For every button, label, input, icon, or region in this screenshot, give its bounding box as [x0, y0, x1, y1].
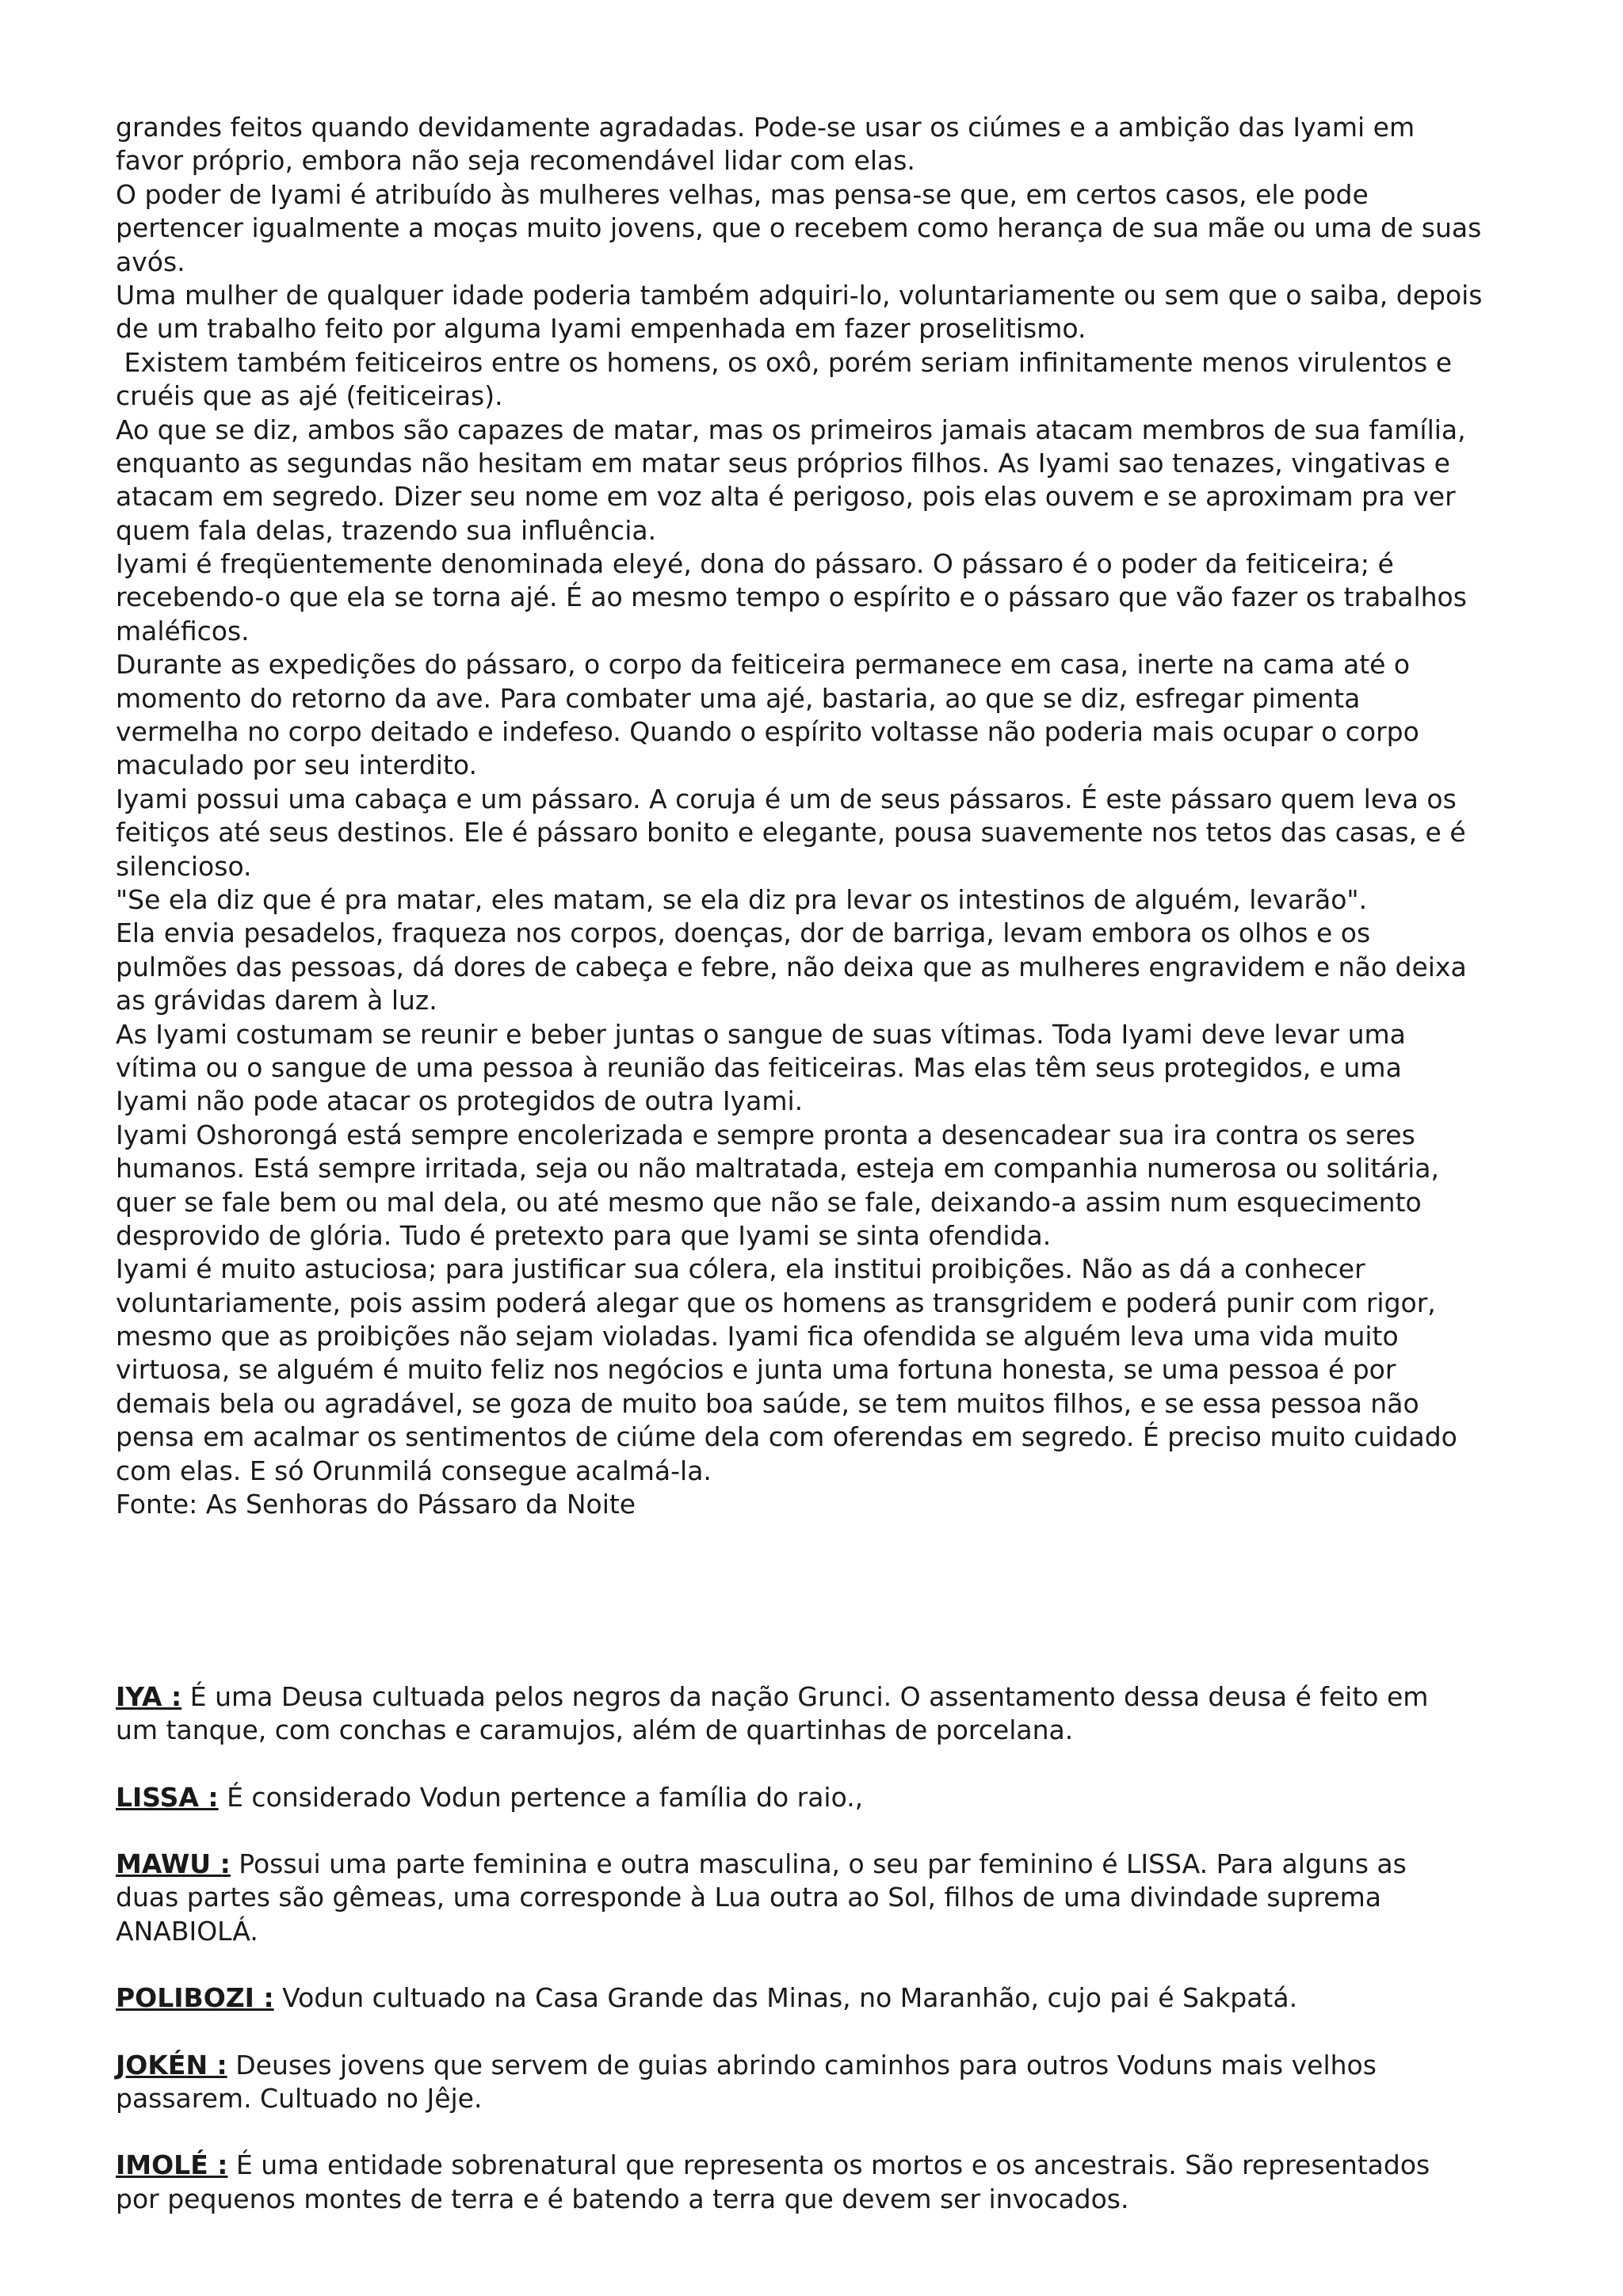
- entry-line: [116, 2149, 1566, 2182]
- text-line: pensa em acalmar os sentimentos de ciúme dela com oferendas em segredo. É preciso muito cuidado: [116, 1421, 1457, 1453]
- glossary-list: [116, 1680, 1566, 2216]
- text-line: Iyami possui uma cabaça e um pássaro. A coruja é um de seus pássaros. É este pássaro quem leva os: [116, 783, 1457, 814]
- text-line: silencioso.: [116, 850, 252, 882]
- text-line: avós.: [116, 246, 185, 277]
- text-line: Existem também feiticeiros entre os homens, os oxô, porém seriam infinitamente menos virulentos e: [116, 346, 1452, 378]
- entry-line: por pequenos montes de terra e é batendo a terra que devem ser invocados.: [116, 2183, 1129, 2214]
- entry-text: É uma entidade sobrenatural que representa os mortos e os ancestrais. São representados: [227, 2149, 1430, 2181]
- entry-line: [116, 2049, 1566, 2082]
- text-line: maculado por seu interdito.: [116, 749, 478, 781]
- entry-term: MAWU :: [116, 1848, 231, 1879]
- text-line: As Iyami costumam se reunir e beber juntas o sangue de suas vítimas. Toda Iyami deve levar uma: [116, 1018, 1406, 1050]
- source-citation: [116, 1521, 1566, 1554]
- text-line: enquanto as segundas não hesitam em matar seus próprios filhos. As Iyami sao tenazes, vingativas e: [116, 447, 1450, 479]
- glossary-entry: [116, 1781, 1566, 1814]
- text-line: Ao que se diz, ambos são capazes de matar, mas os primeiros jamais atacam membros de sua família,: [116, 414, 1466, 445]
- text-line: Durante as expedições do pássaro, o corpo da feiticeira permanece em casa, inerte na cama até o: [116, 649, 1411, 681]
- text-line: humanos. Está sempre irritada, seja ou não maltratada, esteja em companhia numerosa ou solitária,: [116, 1153, 1440, 1184]
- glossary-entry: [116, 2149, 1566, 2216]
- text-line: com elas. E só Orunmilá consegue acalmá-la.: [116, 1455, 712, 1486]
- glossary-entry: [116, 1848, 1566, 1948]
- text-line: favor próprio, embora não seja recomendável lidar com elas.: [116, 145, 915, 177]
- text-line: desprovido de glória. Tudo é pretexto para que Iyami se sinta ofendida.: [116, 1219, 1052, 1251]
- text-line: demais bela ou agradável, se goza de muito boa saúde, se tem muitos filhos, e se essa pessoa não: [116, 1387, 1419, 1419]
- text-line: quem fala delas, trazendo sua influência.: [116, 514, 657, 546]
- text-line: voluntariamente, pois assim poderá alegar que os homens as transgridem e poderá punir com rigor,: [116, 1287, 1436, 1318]
- text-line: grandes feitos quando devidamente agradadas. Pode-se usar os ciúmes e a ambição das Iyami em: [116, 112, 1415, 143]
- text-line: quer se fale bem ou mal dela, ou até mesmo que não se fale, deixando-a assim num esquecimento: [116, 1186, 1422, 1218]
- entry-line: [116, 1680, 1566, 1714]
- text-line: pertencer igualmente a moças muito jovens, que o recebem como herança de sua mãe ou uma de suas: [116, 212, 1482, 244]
- text-line: virtuosa, se alguém é muito feliz nos negócios e junta uma fortuna honesta, se uma pessoa é por: [116, 1354, 1396, 1386]
- text-line: Iyami é muito astuciosa; para justificar sua cólera, ela institui proibições. Não as dá a conhecer: [116, 1253, 1365, 1285]
- entry-term: IYA :: [116, 1680, 182, 1712]
- text-line: "Se ela diz que é pra matar, eles matam, se ela diz pra levar os intestinos de alguém, levarão".: [116, 883, 1368, 915]
- entry-text: É uma Deusa cultuada pelos negros da nação Grunci. O assentamento dessa deusa é feito em: [181, 1680, 1429, 1712]
- entry-line: [116, 1981, 1566, 2015]
- text-line: feitiços até seus destinos. Ele é pássaro bonito e elegante, pousa suavemente nos tetos das casas, e é: [116, 817, 1466, 849]
- entry-text: Possui uma parte feminina e outra masculina, o seu par feminino é LISSA. Para alguns as: [230, 1848, 1407, 1879]
- entry-term: JOKÉN :: [116, 2049, 227, 2081]
- text-line: Fonte: As Senhoras do Pássaro da Noite: [116, 1489, 636, 1520]
- text-line: mesmo que as proibições não sejam violadas. Iyami fica ofendida se alguém leva uma vida muito: [116, 1321, 1399, 1352]
- text-line: pulmões das pessoas, dá dores de cabeça e febre, não deixa que as mulheres engravidem e não deixa: [116, 951, 1467, 982]
- entry-line: [116, 1781, 1566, 1814]
- text-line: Uma mulher de qualquer idade poderia também adquiri-lo, voluntariamente ou sem que o saiba, depois: [116, 279, 1483, 311]
- text-line: vermelha no corpo deitado e indefeso. Quando o espírito voltasse não poderia mais ocupar o corpo: [116, 716, 1419, 748]
- entry-line: [116, 1848, 1566, 1881]
- body-text: [116, 111, 1566, 1555]
- text-line: momento do retorno da ave. Para combater uma ajé, bastaria, ao que se diz, esfregar pimenta: [116, 682, 1361, 714]
- text-line: Iyami é freqüentemente denominada eleyé, dona do pássaro. O pássaro é o poder da feiticeira; é: [116, 548, 1394, 580]
- entry-line: um tanque, com conchas e caramujos, além de quartinhas de porcelana.: [116, 1714, 1074, 1746]
- text-line: vítima ou o sangue de uma pessoa à reunião das feiticeiras. Mas elas têm seus protegidos, e uma: [116, 1051, 1402, 1083]
- glossary-entry: [116, 1680, 1566, 1748]
- text-line: Iyami Oshorongá está sempre encolerizada e sempre pronta a desencadear sua ira contra os seres: [116, 1119, 1415, 1150]
- text-line: de um trabalho feito por alguma Iyami empenhada em fazer proselitismo.: [116, 313, 1086, 345]
- section-spacer: [116, 1555, 1566, 1680]
- entry-text: Vodun cultuado na Casa Grande das Minas, no Maranhão, cujo pai é Sakpatá.: [273, 1982, 1298, 2014]
- text-line: atacam em segredo. Dizer seu nome em voz alta é perigoso, pois elas ouvem e se aproximam pra ver: [116, 481, 1456, 513]
- entry-term: IMOLÉ :: [116, 2149, 228, 2181]
- entry-line: duas partes são gêmeas, uma corresponde à Lua outra ao Sol, filhos de uma divindade suprema: [116, 1882, 1381, 1913]
- glossary-entry: [116, 1981, 1566, 2015]
- entry-text: É considerado Vodun pertence a família do raio.,: [218, 1781, 864, 1813]
- text-line: Ela envia pesadelos, fraqueza nos corpos, doenças, dor de barriga, levam embora os olhos e os: [116, 917, 1371, 949]
- entry-line: ANABIOLÁ.: [116, 1915, 258, 1947]
- entry-text: Deuses jovens que servem de guias abrindo caminhos para outros Voduns mais velhos: [227, 2049, 1377, 2081]
- entry-term: POLIBOZI :: [116, 1982, 274, 2014]
- text-line: maléficos.: [116, 615, 250, 646]
- text-line: Iyami não pode atacar os protegidos de outra Iyami.: [116, 1085, 804, 1117]
- entry-line: passarem. Cultuado no Jêje.: [116, 2082, 483, 2114]
- text-line: recebendo-o que ela se torna ajé. É ao mesmo tempo o espírito e o pássaro que vão fazer os trabalhos: [116, 582, 1467, 613]
- document-page: [116, 111, 1566, 2249]
- text-line: cruéis que as ajé (feiticeiras).: [116, 380, 503, 412]
- text-line: as grávidas darem à luz.: [116, 985, 437, 1016]
- entry-term: LISSA :: [116, 1781, 219, 1813]
- text-line: O poder de Iyami é atribuído às mulheres velhas, mas pensa-se que, em certos casos, ele pode: [116, 178, 1369, 210]
- glossary-entry: [116, 2049, 1566, 2116]
